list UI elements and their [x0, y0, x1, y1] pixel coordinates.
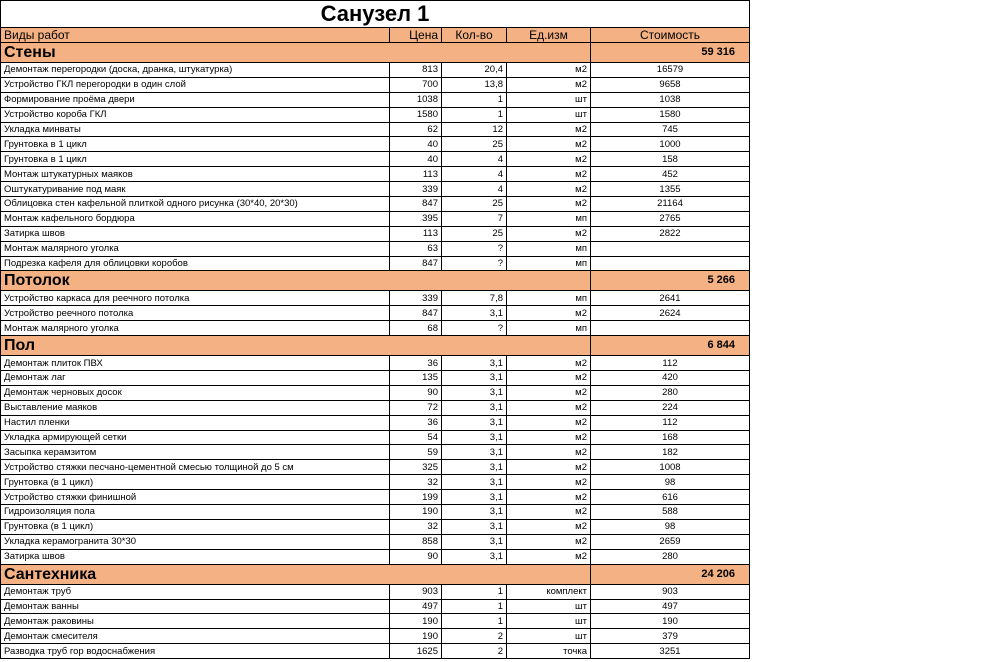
cell-qty[interactable]: 3,1 — [442, 430, 507, 445]
cell-cost[interactable]: 21164 — [591, 197, 750, 212]
cell-unit[interactable]: точка — [507, 644, 591, 659]
table-row — [1, 460, 750, 475]
cell-cost[interactable]: 98 — [591, 519, 750, 534]
cell-qty[interactable]: 3,1 — [442, 400, 507, 415]
table-row — [1, 122, 750, 137]
cell-unit[interactable]: мп — [507, 291, 591, 306]
cell-unit[interactable]: шт — [507, 107, 591, 122]
cell-cost[interactable]: 158 — [591, 152, 750, 167]
table-row — [1, 614, 750, 629]
cell-price[interactable]: 113 — [390, 167, 442, 182]
cell-unit[interactable]: м2 — [507, 475, 591, 490]
table-row — [1, 519, 750, 534]
cell-unit[interactable]: мп — [507, 241, 591, 256]
cell-unit[interactable]: м2 — [507, 549, 591, 564]
cell-unit[interactable]: м2 — [507, 371, 591, 386]
cell-name[interactable]: Устройство ГКЛ перегородки в один слой — [1, 77, 390, 92]
cell-cost[interactable]: 2641 — [591, 291, 750, 306]
cell-qty[interactable]: 2 — [442, 629, 507, 644]
section-title[interactable]: Пол — [1, 336, 591, 356]
cell-cost[interactable]: 745 — [591, 122, 750, 137]
cell-cost[interactable]: 452 — [591, 167, 750, 182]
cell-qty[interactable]: 2 — [442, 644, 507, 659]
table-row — [1, 490, 750, 505]
cell-name[interactable]: Настил пленки — [1, 415, 390, 430]
table-row — [1, 385, 750, 400]
cell-price[interactable]: 847 — [390, 256, 442, 271]
cell-name[interactable]: Монтаж штукатурных маяков — [1, 167, 390, 182]
cell-name[interactable]: Облицовка стен кафельной плиткой одного рисунка (30*40, 20*30) — [1, 197, 390, 212]
table-row — [1, 475, 750, 490]
cell-qty[interactable]: 3,1 — [442, 356, 507, 371]
cell-price[interactable]: 36 — [390, 415, 442, 430]
table-row — [1, 629, 750, 644]
cell-qty[interactable]: 3,1 — [442, 519, 507, 534]
table-row — [1, 107, 750, 122]
cell-price[interactable]: 90 — [390, 549, 442, 564]
cell-qty[interactable]: 25 — [442, 137, 507, 152]
cell-cost[interactable]: 280 — [591, 385, 750, 400]
table-row — [1, 356, 750, 371]
cell-name[interactable]: Демонтаж ванны — [1, 599, 390, 614]
cell-price[interactable]: 847 — [390, 306, 442, 321]
cell-cost[interactable]: 588 — [591, 505, 750, 520]
cell-qty[interactable]: 4 — [442, 152, 507, 167]
cell-cost[interactable]: 2659 — [591, 534, 750, 549]
cell-qty[interactable]: 3,1 — [442, 549, 507, 564]
sheet-title[interactable]: Санузел 1 — [1, 1, 750, 28]
table-row — [1, 256, 750, 271]
cell-name[interactable]: Формирование проёма двери — [1, 92, 390, 107]
table-row — [1, 291, 750, 306]
cell-price[interactable]: 325 — [390, 460, 442, 475]
table-row — [1, 167, 750, 182]
cell-price[interactable]: 36 — [390, 356, 442, 371]
cell-price[interactable]: 1580 — [390, 107, 442, 122]
header-price[interactable]: Цена — [390, 28, 442, 43]
cell-name[interactable]: Разводка труб гор водоснабжения — [1, 644, 390, 659]
cell-qty[interactable]: 3,1 — [442, 534, 507, 549]
cell-name[interactable]: Демонтаж перегородки (доска, дранка, штукатурка) — [1, 63, 390, 78]
cell-price[interactable]: 339 — [390, 291, 442, 306]
cell-cost[interactable]: 420 — [591, 371, 750, 386]
cell-unit[interactable]: м2 — [507, 77, 591, 92]
cell-price[interactable]: 199 — [390, 490, 442, 505]
cell-cost[interactable]: 112 — [591, 415, 750, 430]
cell-cost[interactable]: 379 — [591, 629, 750, 644]
section-title[interactable]: Потолок — [1, 271, 591, 291]
cell-qty[interactable]: 4 — [442, 167, 507, 182]
cell-qty[interactable]: 1 — [442, 599, 507, 614]
table-row — [1, 241, 750, 256]
cell-qty[interactable]: 25 — [442, 197, 507, 212]
cell-unit[interactable]: шт — [507, 614, 591, 629]
header-row — [1, 28, 750, 43]
cell-price[interactable]: 63 — [390, 241, 442, 256]
cell-name[interactable]: Грунтовка (в 1 цикл) — [1, 519, 390, 534]
cell-name[interactable]: Устройство короба ГКЛ — [1, 107, 390, 122]
cell-price[interactable]: 1625 — [390, 644, 442, 659]
cell-unit[interactable]: шт — [507, 629, 591, 644]
cell-unit[interactable]: м2 — [507, 505, 591, 520]
cell-cost[interactable]: 1355 — [591, 182, 750, 197]
cell-price[interactable]: 1038 — [390, 92, 442, 107]
cell-price[interactable]: 32 — [390, 519, 442, 534]
cell-unit[interactable]: м2 — [507, 430, 591, 445]
section-total[interactable]: 5 266 — [591, 271, 750, 291]
cell-cost[interactable]: 1580 — [591, 107, 750, 122]
cell-qty[interactable]: 25 — [442, 226, 507, 241]
table-row — [1, 306, 750, 321]
table-row — [1, 400, 750, 415]
cell-name[interactable]: Демонтаж смесителя — [1, 629, 390, 644]
cell-price[interactable]: 700 — [390, 77, 442, 92]
cell-qty[interactable]: 3,1 — [442, 445, 507, 460]
cell-unit[interactable]: м2 — [507, 460, 591, 475]
cell-cost[interactable] — [591, 321, 750, 336]
cell-name[interactable]: Засыпка керамзитом — [1, 445, 390, 460]
cell-name[interactable]: Выставление маяков — [1, 400, 390, 415]
cell-name[interactable]: Демонтаж труб — [1, 584, 390, 599]
cell-name[interactable]: Укладка минваты — [1, 122, 390, 137]
cell-name[interactable]: Монтаж кафельного бордюра — [1, 211, 390, 226]
header-cost[interactable]: Стоимость — [591, 28, 750, 43]
cell-price[interactable]: 190 — [390, 614, 442, 629]
cell-qty[interactable]: 3,1 — [442, 475, 507, 490]
cell-unit[interactable]: м2 — [507, 137, 591, 152]
cell-name[interactable]: Демонтаж черновых досок — [1, 385, 390, 400]
cell-qty[interactable]: ? — [442, 241, 507, 256]
cell-name[interactable]: Грунтовка в 1 цикл — [1, 152, 390, 167]
cell-cost[interactable]: 903 — [591, 584, 750, 599]
cell-unit[interactable]: м2 — [507, 400, 591, 415]
cell-cost[interactable] — [591, 241, 750, 256]
cell-cost[interactable]: 98 — [591, 475, 750, 490]
table-row — [1, 211, 750, 226]
cell-name[interactable]: Грунтовка в 1 цикл — [1, 137, 390, 152]
cell-qty[interactable]: 1 — [442, 107, 507, 122]
cell-unit[interactable]: м2 — [507, 385, 591, 400]
cell-name[interactable]: Устройство стяжки песчано-цементной смесью толщиной до 5 см — [1, 460, 390, 475]
cell-unit[interactable]: м2 — [507, 226, 591, 241]
cell-unit[interactable]: комплект — [507, 584, 591, 599]
cell-name[interactable]: Устройство стяжки финишной — [1, 490, 390, 505]
cell-price[interactable]: 190 — [390, 629, 442, 644]
cell-name[interactable]: Оштукатуривание под маяк — [1, 182, 390, 197]
table-row — [1, 549, 750, 564]
cell-name[interactable]: Гидроизоляция пола — [1, 505, 390, 520]
cell-unit[interactable]: м2 — [507, 415, 591, 430]
cell-unit[interactable]: м2 — [507, 122, 591, 137]
cell-cost[interactable]: 1000 — [591, 137, 750, 152]
cell-qty[interactable]: 3,1 — [442, 490, 507, 505]
cell-unit[interactable]: м2 — [507, 63, 591, 78]
cell-cost[interactable]: 2822 — [591, 226, 750, 241]
cell-unit[interactable]: мп — [507, 256, 591, 271]
cell-qty[interactable]: ? — [442, 256, 507, 271]
cell-price[interactable]: 903 — [390, 584, 442, 599]
cell-name[interactable]: Затирка швов — [1, 549, 390, 564]
cell-qty[interactable]: 3,1 — [442, 460, 507, 475]
cell-price[interactable]: 339 — [390, 182, 442, 197]
table-row — [1, 226, 750, 241]
cell-unit[interactable]: м2 — [507, 534, 591, 549]
cell-price[interactable]: 72 — [390, 400, 442, 415]
cell-price[interactable]: 40 — [390, 152, 442, 167]
cell-qty[interactable]: 1 — [442, 614, 507, 629]
section-title[interactable]: Стены — [1, 43, 591, 63]
cell-qty[interactable]: 20,4 — [442, 63, 507, 78]
section-total[interactable]: 24 206 — [591, 564, 750, 584]
cell-name[interactable]: Демонтаж плиток ПВХ — [1, 356, 390, 371]
table-row — [1, 92, 750, 107]
table-row — [1, 63, 750, 78]
cell-cost[interactable]: 224 — [591, 400, 750, 415]
cell-unit[interactable]: м2 — [507, 152, 591, 167]
cell-price[interactable]: 113 — [390, 226, 442, 241]
cell-unit[interactable]: м2 — [507, 182, 591, 197]
table-row — [1, 137, 750, 152]
table-row — [1, 584, 750, 599]
cell-price[interactable]: 190 — [390, 505, 442, 520]
header-unit[interactable]: Ед.изм — [507, 28, 591, 43]
cell-cost[interactable]: 497 — [591, 599, 750, 614]
cell-unit[interactable]: м2 — [507, 167, 591, 182]
cell-price[interactable]: 497 — [390, 599, 442, 614]
cell-qty[interactable]: 1 — [442, 92, 507, 107]
cell-name[interactable]: Монтаж малярного уголка — [1, 321, 390, 336]
cell-price[interactable]: 54 — [390, 430, 442, 445]
table-row — [1, 152, 750, 167]
table-row — [1, 505, 750, 520]
cell-cost[interactable]: 3251 — [591, 644, 750, 659]
cell-name[interactable]: Монтаж малярного уголка — [1, 241, 390, 256]
table-row — [1, 415, 750, 430]
cell-name[interactable]: Устройство реечного потолка — [1, 306, 390, 321]
cell-unit[interactable]: шт — [507, 92, 591, 107]
cell-price[interactable]: 40 — [390, 137, 442, 152]
table-row — [1, 371, 750, 386]
cell-price[interactable]: 395 — [390, 211, 442, 226]
cell-qty[interactable]: 1 — [442, 584, 507, 599]
cell-cost[interactable]: 16579 — [591, 63, 750, 78]
cell-cost[interactable]: 1008 — [591, 460, 750, 475]
cell-unit[interactable]: мп — [507, 321, 591, 336]
cell-price[interactable]: 32 — [390, 475, 442, 490]
cell-name[interactable]: Грунтовка (в 1 цикл) — [1, 475, 390, 490]
cell-unit[interactable]: м2 — [507, 356, 591, 371]
cell-qty[interactable]: 3,1 — [442, 505, 507, 520]
cell-qty[interactable]: 4 — [442, 182, 507, 197]
cell-name[interactable]: Укладка армирующей сетки — [1, 430, 390, 445]
header-qty[interactable]: Кол-во — [442, 28, 507, 43]
cell-qty[interactable]: 12 — [442, 122, 507, 137]
cell-cost[interactable]: 2624 — [591, 306, 750, 321]
table-row — [1, 430, 750, 445]
cell-cost[interactable]: 190 — [591, 614, 750, 629]
cell-name[interactable]: Укладка керамогранита 30*30 — [1, 534, 390, 549]
cell-unit[interactable]: мп — [507, 211, 591, 226]
cell-cost[interactable]: 2765 — [591, 211, 750, 226]
cell-cost[interactable]: 168 — [591, 430, 750, 445]
cell-unit[interactable]: м2 — [507, 519, 591, 534]
section-row — [1, 564, 750, 584]
cell-name[interactable]: Устройство каркаса для реечного потолка — [1, 291, 390, 306]
cell-qty[interactable]: ? — [442, 321, 507, 336]
cell-price[interactable]: 62 — [390, 122, 442, 137]
cell-cost[interactable]: 112 — [591, 356, 750, 371]
cell-cost[interactable]: 9658 — [591, 77, 750, 92]
section-total[interactable]: 6 844 — [591, 336, 750, 356]
section-row — [1, 43, 750, 63]
table-row — [1, 321, 750, 336]
table-row — [1, 534, 750, 549]
table-row — [1, 599, 750, 614]
cell-unit[interactable]: шт — [507, 599, 591, 614]
cell-price[interactable]: 135 — [390, 371, 442, 386]
cell-qty[interactable]: 3,1 — [442, 306, 507, 321]
cell-qty[interactable]: 3,1 — [442, 385, 507, 400]
cell-price[interactable]: 59 — [390, 445, 442, 460]
table-row — [1, 77, 750, 92]
cell-unit[interactable]: м2 — [507, 197, 591, 212]
cell-cost[interactable]: 616 — [591, 490, 750, 505]
section-total[interactable]: 59 316 — [591, 43, 750, 63]
table-row — [1, 445, 750, 460]
cell-cost[interactable] — [591, 256, 750, 271]
cell-name[interactable]: Демонтаж лаг — [1, 371, 390, 386]
cell-qty[interactable]: 3,1 — [442, 415, 507, 430]
cell-price[interactable]: 858 — [390, 534, 442, 549]
cell-name[interactable]: Затирка швов — [1, 226, 390, 241]
cell-price[interactable]: 90 — [390, 385, 442, 400]
cell-unit[interactable]: м2 — [507, 306, 591, 321]
cell-price[interactable]: 68 — [390, 321, 442, 336]
cell-price[interactable]: 813 — [390, 63, 442, 78]
cell-qty[interactable]: 7,8 — [442, 291, 507, 306]
cell-name[interactable]: Подрезка кафеля для облицовки коробов — [1, 256, 390, 271]
header-name[interactable]: Виды работ — [1, 28, 390, 43]
cell-unit[interactable]: м2 — [507, 490, 591, 505]
section-title[interactable]: Сантехника — [1, 564, 591, 584]
cell-cost[interactable]: 280 — [591, 549, 750, 564]
section-row — [1, 271, 750, 291]
cell-qty[interactable]: 3,1 — [442, 371, 507, 386]
cell-unit[interactable]: м2 — [507, 445, 591, 460]
cell-price[interactable]: 847 — [390, 197, 442, 212]
title-row — [1, 1, 750, 28]
section-row — [1, 336, 750, 356]
cell-cost[interactable]: 1038 — [591, 92, 750, 107]
table-row — [1, 197, 750, 212]
cell-qty[interactable]: 7 — [442, 211, 507, 226]
cell-cost[interactable]: 182 — [591, 445, 750, 460]
table-row — [1, 182, 750, 197]
cell-qty[interactable]: 13,8 — [442, 77, 507, 92]
cell-name[interactable]: Демонтаж раковины — [1, 614, 390, 629]
table-row — [1, 644, 750, 659]
